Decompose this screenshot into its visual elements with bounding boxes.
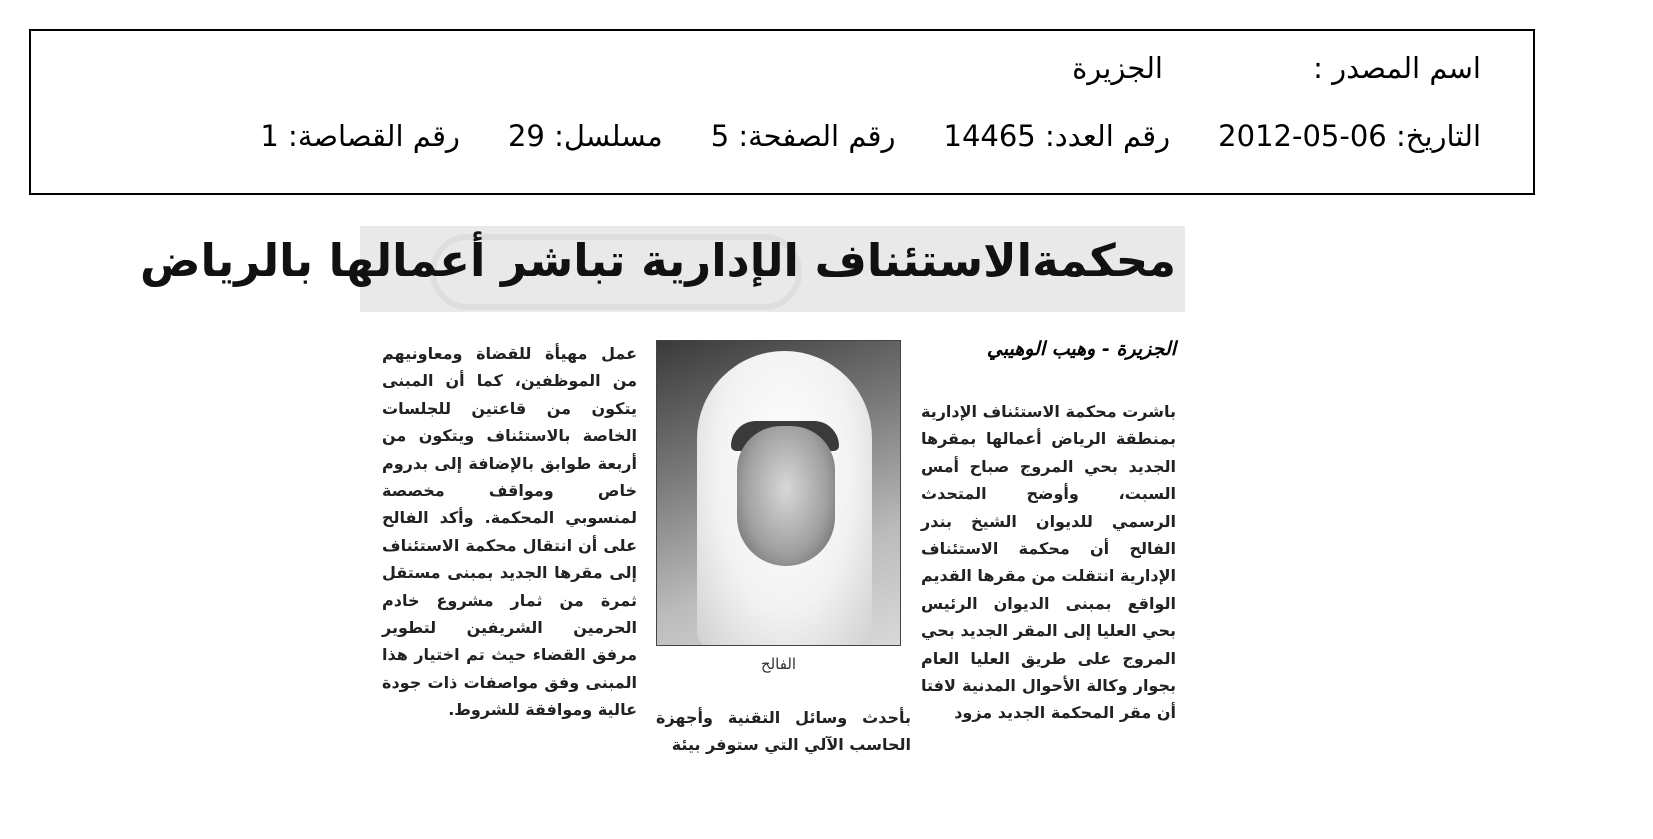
byline: الجزيرة - وهيب الوهيبي xyxy=(986,338,1176,360)
serial-field: مسلسل: 29 xyxy=(507,119,663,153)
article-column-left: عمل مهيأة للقضاة ومعاونيهم من الموظفين، كما أن المبنى يتكون من قاعتين للجلسات الخاصة بالاستئناف ويتكون من أربعة طوابق بالإضافة إلى بدروم خاص ومواقف مخصصة لمنسوبي المحكمة. وأكد الفالح على أن انتقال محكمة الاستئناف إلى مقرها الجديد بمبنى مستقل ثمرة من ثمار مشروع خادم الحرمين الشريفين لتطوير مرفق القضاء حيث تم اختيار هذا المبنى وفق مواصفات ذات جودة عالية وموافقة للشروط. xyxy=(382,344,637,720)
newspaper-clipping xyxy=(139,220,1190,820)
page-number-field: رقم الصفحة: 5 xyxy=(710,119,896,153)
portrait-photo xyxy=(656,340,901,646)
face-shape xyxy=(737,426,835,566)
date-field: التاريخ: 06-05-2012 xyxy=(1218,119,1481,153)
headline: محكمةالاستئناف الإدارية تباشر أعمالها بالرياض xyxy=(139,234,1176,287)
article-column-middle: بأحدث وسائل التقنية وأجهزة الحاسب الآلي التي ستوفر بيئة xyxy=(656,708,911,755)
source-value: الجزيرة xyxy=(1072,51,1163,85)
article-column-right: باشرت محكمة الاستئناف الإدارية بمنطقة الرياض أعمالها بمقرها الجديد بحي المروج صباح أمس السبت، وأوضح المتحدث الرسمي للديوان الشيخ بندر الفالح أن محكمة الاستئناف الإدارية انتقلت من مقرها القديم الواقع بمبنى الديوان الرئيس بحي العليا إلى المقر الجديد بحي المروج على طريق العليا العام بجوار وكالة الأحوال المدنية لافتا أن مقر المحكمة الجديد مزود xyxy=(921,402,1176,723)
source-label: اسم المصدر : xyxy=(1313,51,1481,85)
clip-number-field: رقم القصاصة: 1 xyxy=(260,119,460,153)
photo-caption: الفالح xyxy=(760,655,797,673)
clipping-metadata-box xyxy=(29,29,1535,195)
issue-number-field: رقم العدد: 14465 xyxy=(943,119,1171,153)
metadata-line xyxy=(260,119,1481,153)
